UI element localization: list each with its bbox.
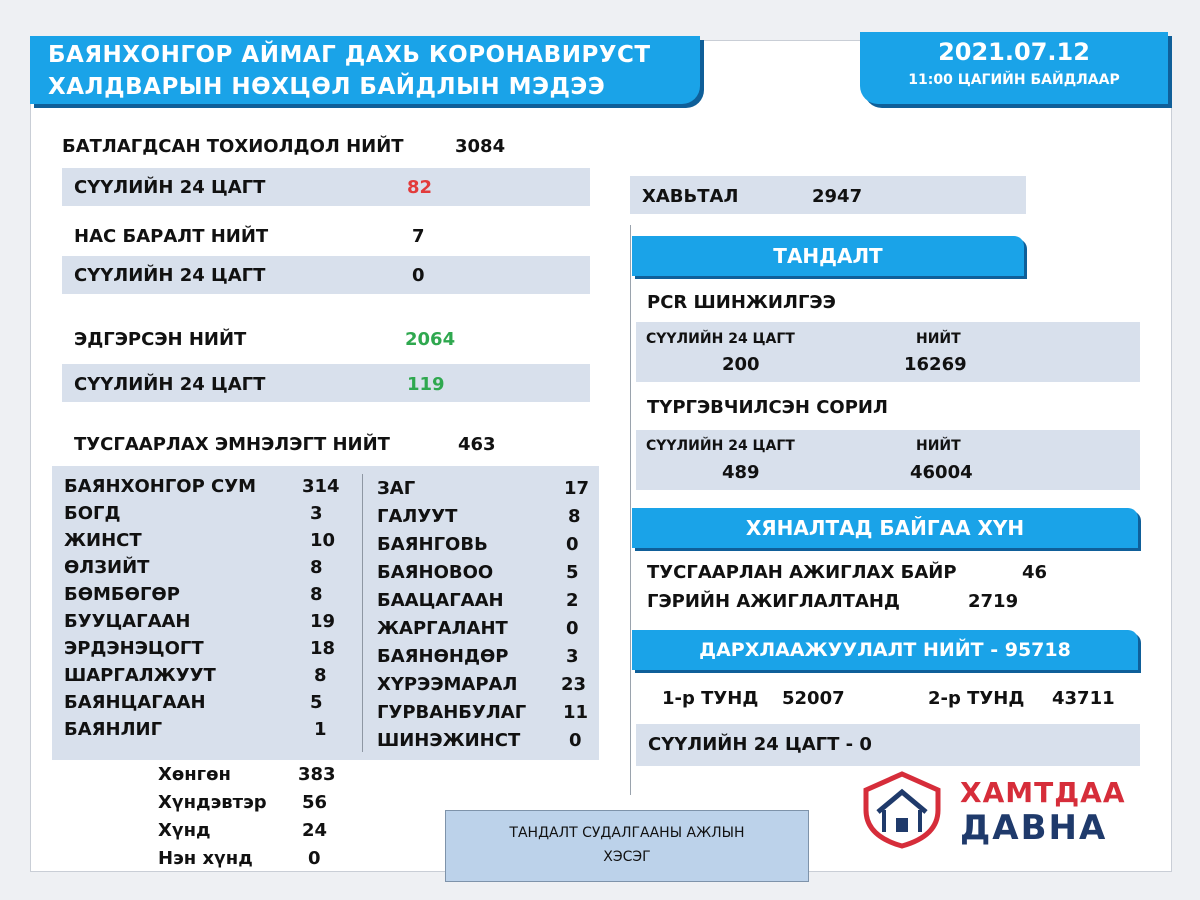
pcr-total-label: НИЙТ xyxy=(916,331,961,347)
pcr-label: PCR ШИНЖИЛГЭЭ xyxy=(647,292,836,313)
rapid-total-label: НИЙТ xyxy=(916,438,961,454)
facility-value: 46 xyxy=(1022,562,1048,583)
district-name: БАЯНГОВЬ xyxy=(377,534,488,555)
home-observation-label: ГЭРИЙН АЖИГЛАЛТАНД xyxy=(647,591,900,612)
district-value: 19 xyxy=(310,611,336,632)
hamtdaa-davna-logo xyxy=(860,770,1140,850)
rapid-last24-label: СҮҮЛИЙН 24 ЦАГТ xyxy=(646,438,795,454)
severity-value: 24 xyxy=(302,820,328,841)
deaths-total-value: 7 xyxy=(412,226,425,247)
district-name: ГАЛУУТ xyxy=(377,506,458,527)
district-name: БАЯНЦАГААН xyxy=(64,692,206,713)
isolation-total-label: ТУСГААРЛАХ ЭМНЭЛЭГТ НИЙТ xyxy=(74,434,390,455)
severity-value: 56 xyxy=(302,792,328,813)
severity-value: 0 xyxy=(308,848,321,869)
district-value: 8 xyxy=(310,557,323,578)
district-value: 5 xyxy=(310,692,323,713)
recovered-last24-label: СҮҮЛИЙН 24 ЦАГТ xyxy=(74,374,266,395)
district-name: ШАРГАЛЖУУТ xyxy=(64,665,216,686)
district-name: БАЯНХОНГОР СУМ xyxy=(64,476,257,497)
dose1-label: 1-р ТУНД xyxy=(662,688,759,709)
district-name: БУУЦАГААН xyxy=(64,611,191,632)
district-value: 5 xyxy=(566,562,579,583)
district-value: 1 xyxy=(314,719,327,740)
district-value: 0 xyxy=(569,730,582,751)
districts-divider xyxy=(362,474,363,752)
severity-name: Нэн хүнд xyxy=(158,848,253,869)
title-banner xyxy=(30,36,700,104)
severity-name: Хөнгөн xyxy=(158,764,231,785)
monitoring-banner: ХЯНАЛТАД БАЙГАА ХҮН xyxy=(632,508,1138,548)
report-date: 2021.07.12 xyxy=(938,38,1090,66)
deaths-total-label: НАС БАРАЛТ НИЙТ xyxy=(74,226,269,247)
districts-table xyxy=(52,466,599,760)
contacts-label: ХАВЬТАЛ xyxy=(642,186,739,207)
district-name: ШИНЭЖИНСТ xyxy=(377,730,521,751)
dose2-value: 43711 xyxy=(1052,688,1115,709)
severity-name: Хүнд xyxy=(158,820,211,841)
deaths-last24-label: СҮҮЛИЙН 24 ЦАГТ xyxy=(74,265,266,286)
recovered-total-label: ЭДГЭРСЭН НИЙТ xyxy=(74,329,247,350)
district-value: 23 xyxy=(561,674,587,695)
confirmed-total-label: БАТЛАГДСАН ТОХИОЛДОЛ НИЙТ xyxy=(62,136,404,157)
district-name: БАЯНЛИГ xyxy=(64,719,163,740)
column-divider xyxy=(630,225,631,795)
confirmed-last24-value: 82 xyxy=(407,177,433,198)
district-value: 0 xyxy=(566,534,579,555)
district-value: 8 xyxy=(310,584,323,605)
deaths-last24-value: 0 xyxy=(412,265,425,286)
district-value: 3 xyxy=(310,503,323,524)
date-banner xyxy=(860,32,1168,104)
severity-value: 383 xyxy=(298,764,336,785)
confirmed-last24-label: СҮҮЛИЙН 24 ЦАГТ xyxy=(74,177,266,198)
facility-label: ТУСГААРЛАН АЖИГЛАХ БАЙР xyxy=(647,562,957,583)
district-value: 3 xyxy=(566,646,579,667)
district-name: БӨМБӨГӨР xyxy=(64,584,180,605)
district-name: БАЯНӨНДӨР xyxy=(377,646,509,667)
rapid-total-value: 46004 xyxy=(910,462,973,483)
district-value: 8 xyxy=(314,665,327,686)
vaccination-last24: СҮҮЛИЙН 24 ЦАГТ - 0 xyxy=(648,734,872,755)
district-name: ГУРВАНБУЛАГ xyxy=(377,702,527,723)
district-name: БОГД xyxy=(64,503,121,524)
district-name: ЗАГ xyxy=(377,478,416,499)
pcr-total-value: 16269 xyxy=(904,354,967,375)
district-value: 314 xyxy=(302,476,340,497)
source-note-line2: ХЭСЭГ xyxy=(603,849,651,865)
district-value: 8 xyxy=(568,506,581,527)
isolation-total-value: 463 xyxy=(458,434,496,455)
severity-name: Хүндэвтэр xyxy=(158,792,267,813)
vaccination-banner: ДАРХЛААЖУУЛАЛТ НИЙТ - 95718 xyxy=(632,630,1138,670)
pcr-last24-value: 200 xyxy=(722,354,760,375)
logo-text-top: ХАМТДАА xyxy=(960,776,1126,809)
logo-text-bottom: ДАВНА xyxy=(960,808,1108,848)
dose2-label: 2-р ТУНД xyxy=(928,688,1025,709)
district-name: БАЯНОВОО xyxy=(377,562,494,583)
district-name: ЖАРГАЛАНТ xyxy=(377,618,508,639)
title-line-1: БАЯНХОНГОР АЙМАГ ДАХЬ КОРОНАВИРУСТ xyxy=(48,42,651,68)
district-name: ХҮРЭЭМАРАЛ xyxy=(377,674,518,695)
recovered-last24-value: 119 xyxy=(407,374,445,395)
district-value: 18 xyxy=(310,638,336,659)
title-line-2: ХАЛДВАРЫН НӨХЦӨЛ БАЙДЛЫН МЭДЭЭ xyxy=(48,74,606,100)
district-value: 17 xyxy=(564,478,590,499)
district-value: 10 xyxy=(310,530,336,551)
source-note-line1: ТАНДАЛТ СУДАЛГААНЫ АЖЛЫН xyxy=(509,825,745,841)
contacts-value: 2947 xyxy=(812,186,863,207)
dose1-value: 52007 xyxy=(782,688,845,709)
confirmed-total-value: 3084 xyxy=(455,136,506,157)
home-observation-value: 2719 xyxy=(968,591,1019,612)
report-time: 11:00 ЦАГИЙН БАЙДЛААР xyxy=(908,72,1120,88)
testing-banner: ТАНДАЛТ xyxy=(632,236,1024,276)
district-value: 11 xyxy=(563,702,589,723)
rapid-test-label: ТҮРГЭВЧИЛСЭН СОРИЛ xyxy=(647,397,888,418)
recovered-total-value: 2064 xyxy=(405,329,456,350)
district-name: ЖИНСТ xyxy=(64,530,142,551)
district-name: ЭРДЭНЭЦОГТ xyxy=(64,638,204,659)
pcr-last24-label: СҮҮЛИЙН 24 ЦАГТ xyxy=(646,331,795,347)
rapid-last24-value: 489 xyxy=(722,462,760,483)
district-name: БААЦАГААН xyxy=(377,590,504,611)
source-note-box xyxy=(445,810,809,882)
district-value: 0 xyxy=(566,618,579,639)
district-name: ӨЛЗИЙТ xyxy=(64,557,150,578)
district-value: 2 xyxy=(566,590,579,611)
